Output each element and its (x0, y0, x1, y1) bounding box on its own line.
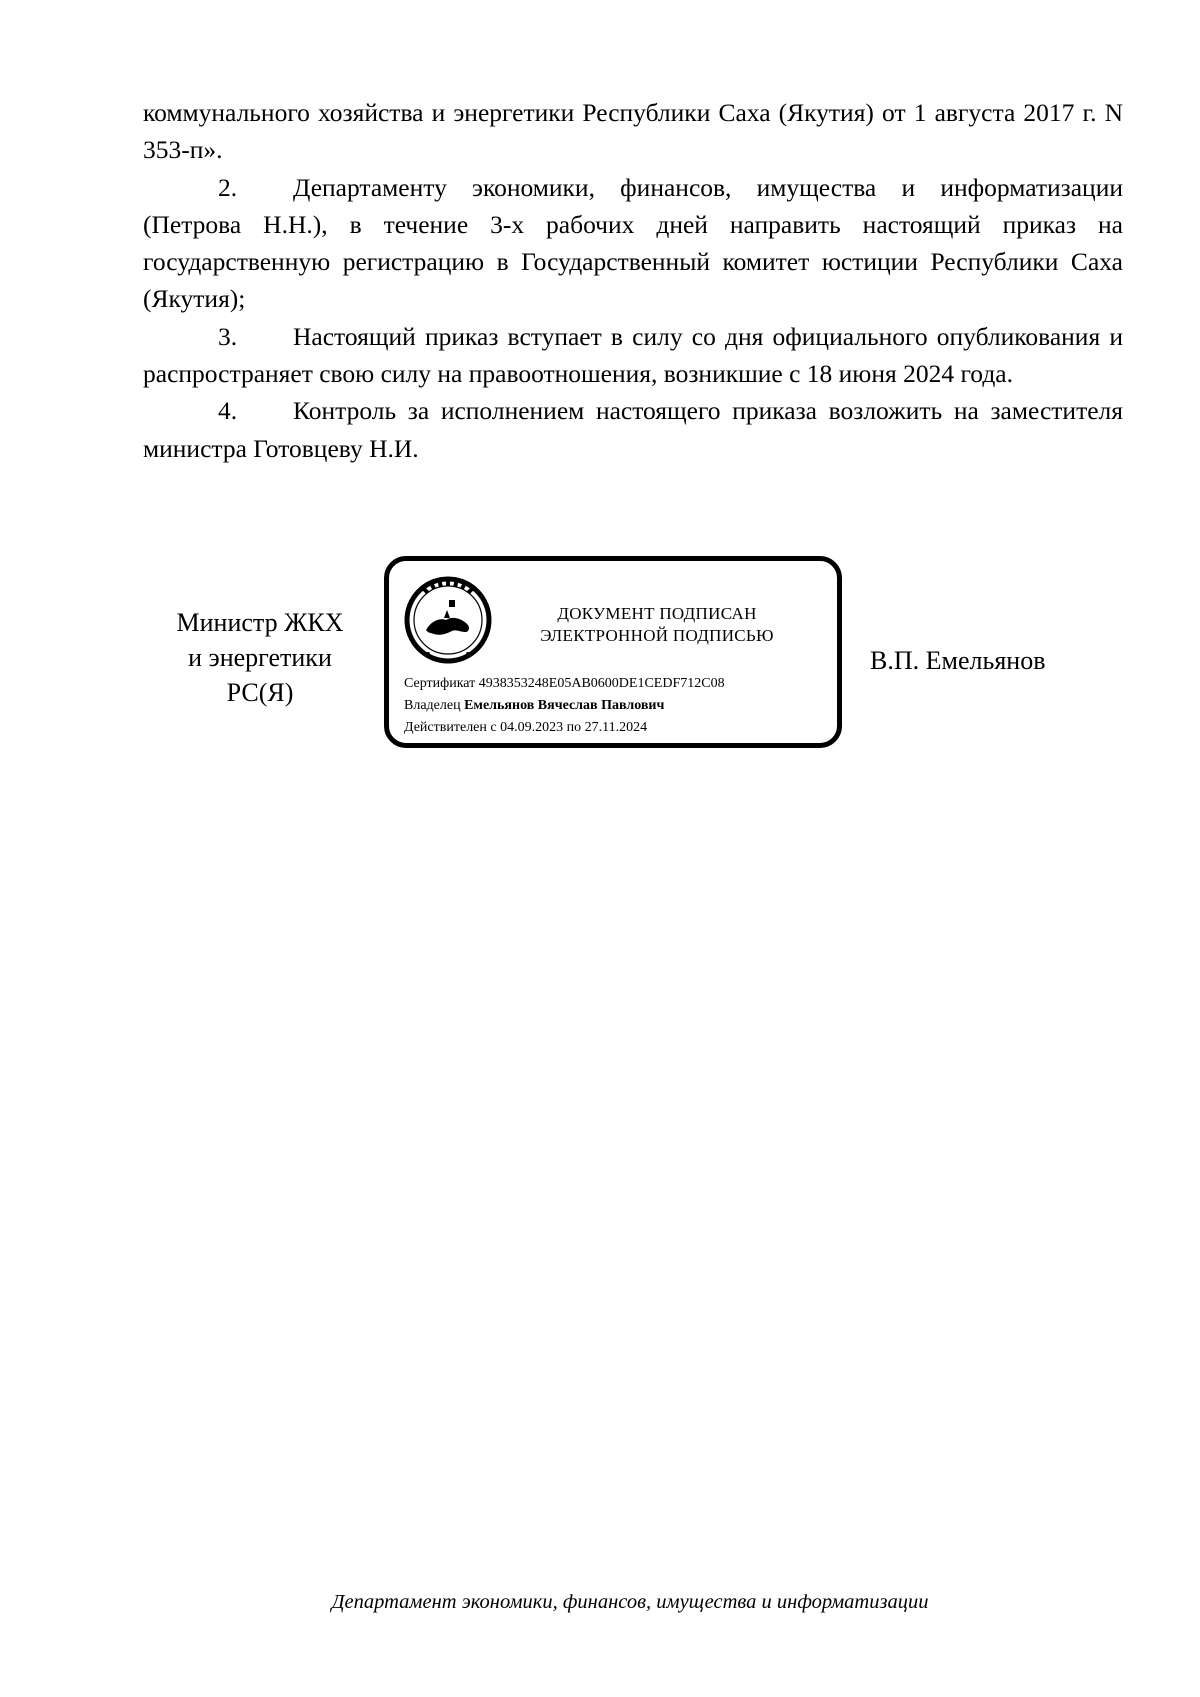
validity-label: Действителен (404, 720, 487, 735)
order-body (143, 94, 1123, 467)
electronic-signature-stamp (384, 556, 842, 748)
stamp-details (404, 673, 827, 739)
certificate-value: 4938353248E05AB0600DE1CEDF712C08 (478, 676, 725, 691)
stamp-heading-line: ДОКУМЕНТ ПОДПИСАН (557, 604, 757, 623)
valid-to-date: 27.11.2024 (584, 720, 648, 735)
paragraph-continuation: коммунального хозяйства и энергетики Республики Саха (Якутия) от 1 августа 2017 г. N 353-п». (143, 98, 1123, 165)
valid-to-label: по (566, 720, 582, 735)
stamp-heading (499, 603, 815, 647)
valid-from-date: 04.09.2023 (500, 720, 564, 735)
stamp-heading-line: ЭЛЕКТРОННОЙ ПОДПИСЬЮ (540, 626, 774, 645)
valid-from-label: с (490, 720, 497, 735)
signer-title-line: и энергетики (188, 643, 332, 672)
paragraph-item-4 (143, 392, 1123, 467)
signer-title-line: РС(Я) (226, 678, 294, 707)
paragraph-item-3 (143, 318, 1123, 393)
owner-line (404, 695, 827, 717)
owner-label: Владелец (404, 698, 461, 713)
signer-title-line: Министр ЖКХ (176, 608, 344, 637)
item-text: Департаменту экономики, финансов, имущества и информатизации (Петрова Н.Н.), в течение 3-х рабочих дней направить настоящий приказ на государственную регистрацию в Государственный комитет юстиции Республики Саха (Якутия); (143, 172, 1123, 314)
validity-line (404, 717, 827, 739)
item-text: Контроль за исполнением настоящего приказа возложить на заместителя министра Готовцеву Н.И. (143, 396, 1123, 463)
certificate-label: Сертификат (404, 676, 476, 691)
page-footer: Департамент экономики, финансов, имущества и информатизации (331, 1591, 929, 1613)
paragraph-item-2 (143, 169, 1123, 318)
signer-name: В.П. Емельянов (870, 646, 1046, 675)
owner-value: Емельянов Вячеслав Павлович (464, 698, 665, 713)
item-number: 4. (218, 396, 238, 426)
certificate-line (404, 673, 827, 695)
item-number: 3. (218, 321, 238, 351)
item-text: Настоящий приказ вступает в силу со дня официального опубликования и распространяет свою силу на правоотношения, возникшие с 18 июня 2024 года. (143, 321, 1123, 389)
item-number: 2. (218, 172, 238, 202)
coat-of-arms-emblem-icon (404, 576, 492, 664)
signer-title (150, 605, 370, 710)
